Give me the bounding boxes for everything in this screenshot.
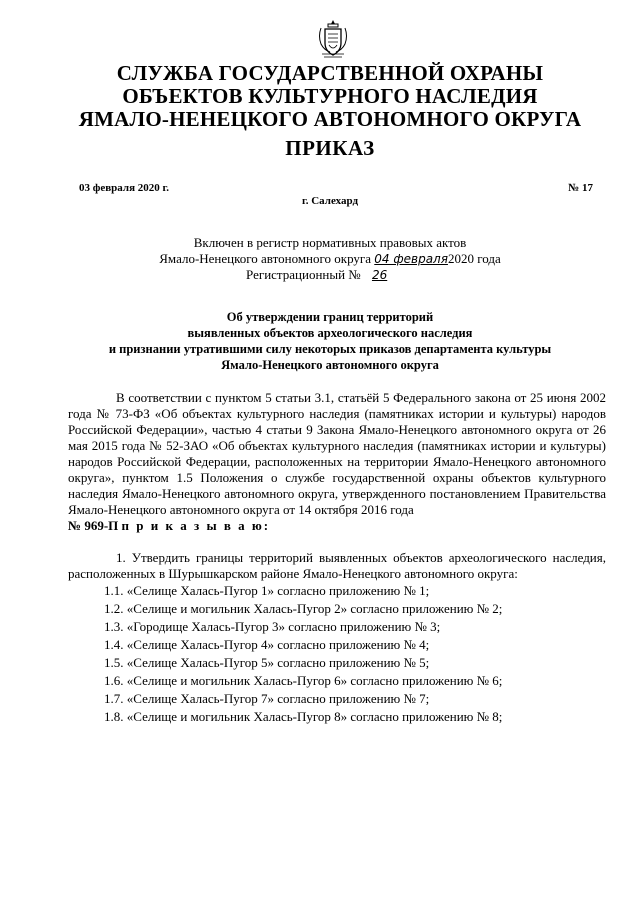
org-line-2: ОБЪЕКТОВ КУЛЬТУРНОГО НАСЛЕДИЯ	[122, 84, 538, 108]
org-line-3: ЯМАЛО-НЕНЕЦКОГО АВТОНОМНОГО ОКРУГА	[78, 107, 582, 131]
document-type-heading: ПРИКАЗ	[285, 136, 375, 160]
list-item: 1.5. «Селище Халась-Пугор 5» согласно приложению № 5;	[104, 655, 430, 670]
registry-line-2-prefix: Ямало-Ненецкого автономного округа	[159, 251, 372, 266]
list-item: 1.1. «Селище Халась-Пугор 1» согласно приложению № 1;	[104, 583, 430, 598]
document-city: г. Салехард	[301, 195, 359, 207]
order-body	[68, 390, 606, 726]
subject-line-2: выявленных объектов археологического наследия	[187, 326, 473, 340]
order-word: п р и к а з ы в а ю:	[121, 518, 271, 533]
registry-line-2-suffix: 2020 года	[447, 251, 501, 266]
list-item: 1.7. «Селище Халась-Пугор 7» согласно приложению № 7;	[104, 691, 430, 706]
coat-of-arms-icon	[316, 18, 350, 60]
subject-line-1: Об утверждении границ территорий	[226, 310, 434, 324]
registry-line-3	[40, 267, 620, 283]
registry-line-1: Включен в регистр нормативных правовых актов	[193, 235, 467, 250]
order-subject	[40, 309, 620, 373]
preamble-end: № 969-П	[68, 518, 119, 533]
list-item: 1.6. «Селище и могильник Халась-Пугор 6» согласно приложению № 6;	[104, 673, 503, 688]
preamble-paragraph	[68, 390, 606, 534]
coat-of-arms-emblem	[316, 18, 350, 60]
item-1-paragraph: 1. Утвердить границы территорий выявленных объектов археологического наследия, расположенных в Шурышкарском районе Ямало-Ненецкого автономного округа:	[68, 550, 606, 581]
registry-line-2	[40, 251, 620, 267]
subitems-list	[68, 582, 606, 726]
list-item: 1.4. «Селище Халась-Пугор 4» согласно приложению № 4;	[104, 637, 430, 652]
list-item: 1.2. «Селище и могильник Халась-Пугор 2» согласно приложению № 2;	[104, 601, 503, 616]
preamble-text: В соответствии с пунктом 5 статьи 3.1, статьёй 5 Федерального закона от 25 июня 2002 года № 73-ФЗ «Об объектах культурного наследия (памятниках истории и культуры) народов Российской Федерации», частью 4 статьи 9 Закона Ямало-Ненецкого автономного округа от 26 мая 2015 года № 52-ЗАО «Об объектах культурного наследия (памятниках истории и культуры) народов Российской Федерации, расположенных на территории Ямало-Ненецкого автономного округа», пунктом 1.5 Положения о службе государственной охраны объектов культурного наследия Ямало-Ненецкого автономного округа, утвержденного постановлением Правительства Ямало-Ненецкого автономного округа от 14 октября 2016 года	[68, 390, 606, 517]
registry-line-3-prefix: Регистрационный №	[246, 267, 361, 282]
list-item: 1.3. «Городище Халась-Пугор 3» согласно приложению № 3;	[104, 619, 441, 634]
registry-handwritten-number: 26	[371, 268, 388, 282]
registry-handwritten-date: 04 февраля	[374, 252, 448, 266]
organization-title	[40, 62, 620, 131]
list-item: 1.8. «Селище и могильник Халась-Пугор 8» согласно приложению № 8;	[104, 709, 503, 724]
registry-stamp	[40, 235, 620, 283]
document-number: № 17	[568, 182, 593, 194]
document-date: 03 февраля 2020 г.	[79, 182, 170, 194]
org-line-1: СЛУЖБА ГОСУДАРСТВЕННОЙ ОХРАНЫ	[116, 61, 544, 85]
subject-line-4: Ямало-Ненецкого автономного округа	[221, 358, 439, 372]
subject-line-3: и признании утратившими силу некоторых приказов департамента культуры	[108, 342, 552, 356]
